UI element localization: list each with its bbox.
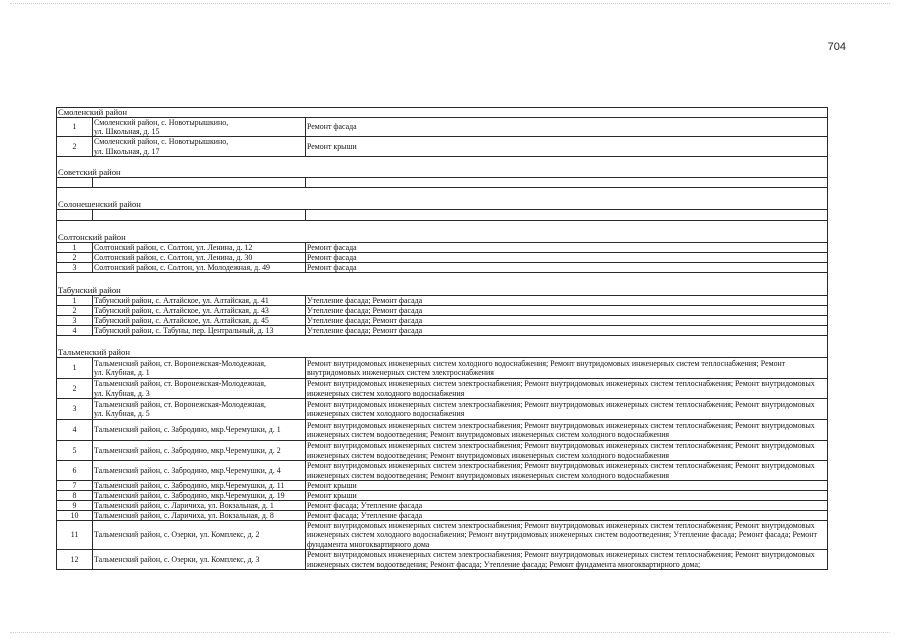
- row-number: 6: [57, 461, 93, 480]
- table-row: [57, 137, 827, 157]
- row-works: Ремонт внутридомовых инженерных систем электроснабжения; Ремонт внутридомовых инженерных систем теплоснабжения; Ремонт внутридомовых инженерных систем холодного водоснабжения: [307, 379, 815, 398]
- table-row: [57, 461, 827, 481]
- empty-cell: [306, 210, 827, 220]
- row-number: 2: [57, 253, 93, 262]
- section-title: Табунский район: [57, 286, 827, 296]
- section-gap: [57, 188, 827, 199]
- row-works: Утепление фасада; Ремонт фасада: [307, 326, 423, 335]
- row-number: 2: [57, 137, 93, 156]
- row-works: Ремонт крыши: [307, 141, 357, 151]
- table-row: [57, 118, 827, 137]
- row-number: 5: [57, 441, 93, 460]
- row-address: Табунский район, с. Алтайское, ул. Алтайская, д. 41: [93, 296, 306, 305]
- section-title: Солтонский район: [57, 233, 827, 243]
- row-number: 1: [57, 296, 93, 305]
- table-row: [57, 296, 827, 306]
- section-gap: [57, 221, 827, 233]
- row-works: Ремонт фасада: [307, 122, 357, 132]
- row-number: 3: [57, 316, 93, 325]
- table-row: [57, 501, 827, 511]
- row-works: Ремонт фасада: [307, 253, 357, 262]
- row-address: Смоленский район, с. Новотырышкино, ул. Школьная, д. 15: [93, 118, 306, 136]
- row-number: 2: [57, 379, 93, 398]
- row-number: 3: [57, 263, 93, 272]
- row-address: Табунский район, с. Алтайское, ул. Алтайская, д. 43: [93, 306, 306, 315]
- row-address: Тальменский район, с. Забродино, мкр.Черемушки, д. 19: [93, 491, 306, 500]
- table-row: [57, 358, 827, 379]
- table-row: [57, 316, 827, 326]
- row-works: Ремонт крыши: [307, 481, 357, 490]
- row-number: 9: [57, 501, 93, 510]
- empty-cell: [57, 210, 93, 220]
- row-address: Солтонский район, с. Солтон, ул. Ленина, д. 30: [93, 253, 306, 262]
- table-row: [57, 521, 827, 550]
- row-address: Табунский район, с. Алтайское, ул. Алтайская, д. 45: [93, 316, 306, 325]
- row-number: 10: [57, 511, 93, 520]
- section-gap: [57, 157, 827, 167]
- row-address: Тальменский район, с. Забродино, мкр.Черемушки, д. 11: [93, 481, 306, 490]
- scan-artifact-top: [10, 3, 890, 4]
- table-row: [57, 243, 827, 253]
- row-address: Тальменский район, с. Озерки, ул. Комплекс, д. 2: [93, 521, 306, 549]
- row-works: Ремонт фасада; Утепление фасада: [307, 501, 423, 510]
- row-number: 1: [57, 118, 93, 136]
- row-number: 3: [57, 399, 93, 419]
- row-works: Ремонт фасада: [307, 263, 357, 272]
- table-row: [57, 379, 827, 399]
- row-number: 2: [57, 306, 93, 315]
- empty-cell: [93, 178, 306, 187]
- row-address: Тальменский район, с. Забродино, мкр.Черемушки, д. 1: [93, 420, 306, 440]
- row-number: 4: [57, 420, 93, 440]
- row-number: 7: [57, 481, 93, 490]
- empty-cell: [306, 178, 827, 187]
- row-works: Ремонт фасада: [307, 243, 357, 252]
- table-row: [57, 253, 827, 263]
- section-title: Тальменский район: [57, 348, 827, 358]
- row-address: Тальменский район, ст. Воронежская-Молодежная, ул. Клубная, д. 1: [93, 358, 306, 378]
- table-row: [57, 511, 827, 521]
- section-title: Солонешенский район: [57, 199, 827, 210]
- table-row: [57, 306, 827, 316]
- row-works: Ремонт крыши: [307, 491, 357, 500]
- table-row: [57, 491, 827, 501]
- row-address: Тальменский район, с. Озерки, ул. Комплекс, д. 3: [93, 550, 306, 569]
- table-row: [57, 263, 827, 273]
- table-row: [57, 420, 827, 441]
- section-title: Смоленский район: [57, 107, 827, 118]
- row-number: 11: [57, 521, 93, 549]
- row-address: Тальменский район, с. Забродино, мкр.Черемушки, д. 4: [93, 461, 306, 480]
- row-address: Тальменский район, ст. Воронежская-Молодежная, ул. Клубная, д. 5: [93, 399, 306, 419]
- row-number: 4: [57, 326, 93, 335]
- row-address: Смоленский район, с. Новотырышкино, ул. Школьная, д. 17: [93, 137, 306, 156]
- row-works: Ремонт фасада; Утепление фасада: [307, 511, 423, 520]
- section-gap: [57, 336, 827, 348]
- page-number: 704: [827, 41, 846, 53]
- scan-artifact-bottom: [10, 632, 890, 633]
- table-row: [57, 550, 827, 570]
- row-number: 1: [57, 243, 93, 252]
- row-works: Утепление фасада; Ремонт фасада: [307, 316, 423, 325]
- row-works: Ремонт внутридомовых инженерных систем электроснабжения; Ремонт внутридомовых инженерных систем теплоснабжения; Ремонт внутридомовых инженерных систем водоотведения; Ремонт внутридомовых инженерных систем холодного водоснабжения: [307, 420, 815, 439]
- repair-table: [56, 107, 828, 570]
- row-number: 8: [57, 491, 93, 500]
- row-works: Ремонт внутридомовых инженерных систем электроснабжения; Ремонт внутридомовых инженерных систем теплоснабжения; Ремонт внутридомовых инженерных систем холодного водоснабжения: [307, 399, 815, 418]
- row-address: Табунский район, с. Табуны, пер. Центральный, д. 13: [93, 326, 306, 335]
- row-works: Утепление фасада; Ремонт фасада: [307, 296, 423, 305]
- row-works: Ремонт внутридомовых инженерных систем электроснабжения; Ремонт внутридомовых инженерных систем теплоснабжения; Ремонт внутридомовых инженерных систем водоотведения; Ремонт внутридомовых инженерных систем холодного водоснабжения: [307, 441, 815, 460]
- table-row: [57, 441, 827, 461]
- section-gap: [57, 273, 827, 286]
- row-works: Ремонт внутридомовых инженерных систем холодного водоснабжения; Ремонт внутридомовых инженерных систем теплоснабжения; Ремонт внутридомовых инженерных систем электроснабжения: [307, 358, 786, 377]
- table-row: [57, 481, 827, 491]
- section-title: Советский район: [57, 167, 827, 178]
- row-address: Тальменский район, с. Забродино, мкр.Черемушки, д. 2: [93, 441, 306, 460]
- empty-row: [57, 210, 827, 221]
- row-works: Ремонт внутридомовых инженерных систем электроснабжения; Ремонт внутридомовых инженерных систем теплоснабжения; Ремонт внутридомовых инженерных систем холодного водоснабжения; Ремонт внутридомовых инженерных систем водоотведения; Утепление фасада; Ремонт фасада; Ремонт фундамента многоквартирного дома: [307, 521, 817, 549]
- empty-cell: [57, 178, 93, 187]
- empty-row: [57, 178, 827, 188]
- row-number: 12: [57, 550, 93, 569]
- row-number: 1: [57, 358, 93, 378]
- row-address: Тальменский район, ст. Воронежская-Молодежная, ул. Клубная, д. 3: [93, 379, 306, 398]
- empty-cell: [93, 210, 306, 220]
- row-address: Тальменский район, с. Ларичиха, ул. Вокзальная, д. 8: [93, 511, 306, 520]
- table-row: [57, 326, 827, 336]
- row-works: Ремонт внутридомовых инженерных систем электроснабжения; Ремонт внутридомовых инженерных систем теплоснабжения; Ремонт внутридомовых инженерных систем водоотведения; Ремонт внутридомовых инженерных систем холодного водоснабжения: [307, 461, 815, 480]
- row-works: Утепление фасада; Ремонт фасада: [307, 306, 423, 315]
- row-works: Ремонт внутридомовых инженерных систем электроснабжения; Ремонт внутридомовых инженерных систем теплоснабжения; Ремонт внутридомовых инженерных систем водоотведения; Ремонт фасада; Утепление фасада; Ремонт фундамента многоквартирного дома;: [307, 550, 815, 569]
- row-address: Солтонский район, с. Солтон, ул. Молодежная, д. 49: [93, 263, 306, 272]
- row-address: Солтонский район, с. Солтон, ул. Ленина, д. 12: [93, 243, 306, 252]
- table-row: [57, 399, 827, 420]
- row-address: Тальменский район, с. Ларичиха, ул. Вокзальная, д. 1: [93, 501, 306, 510]
